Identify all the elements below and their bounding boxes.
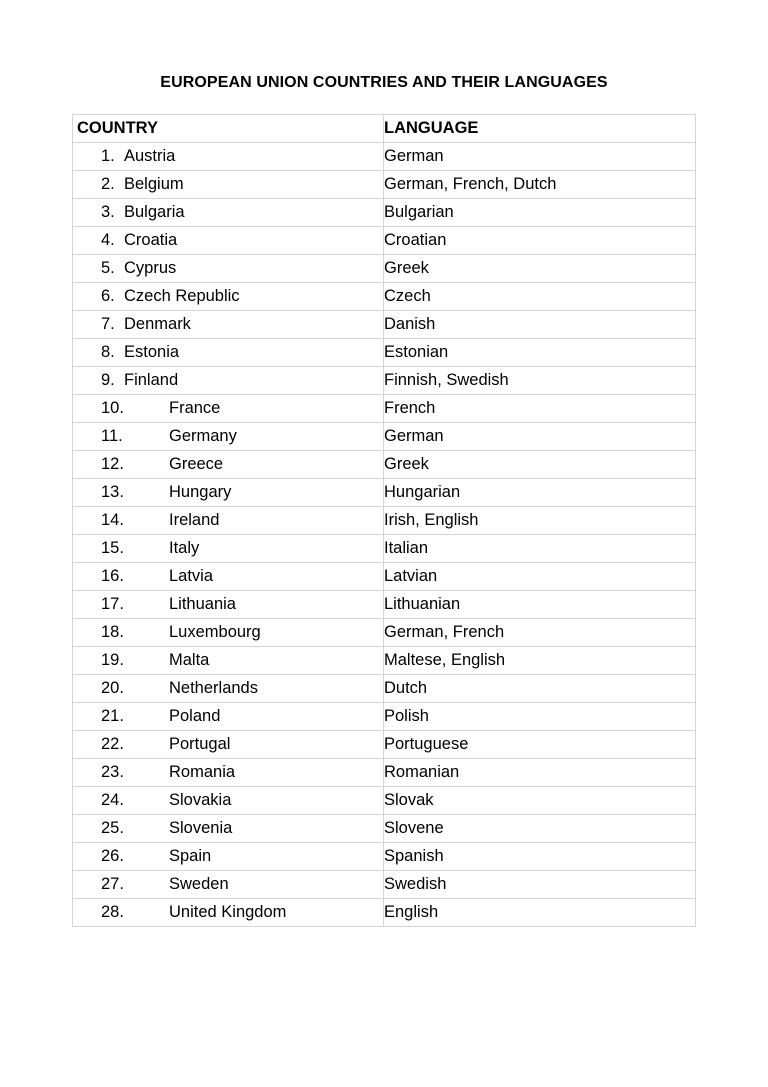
- table-row: [73, 311, 696, 339]
- row-number: 23.: [101, 763, 124, 781]
- country-name: Latvia: [169, 567, 214, 585]
- row-number: 14.: [101, 511, 124, 529]
- language-cell: Italian: [384, 535, 696, 563]
- country-name: Poland: [169, 707, 221, 725]
- table-row: [73, 255, 696, 283]
- language-cell: Czech: [384, 283, 696, 311]
- country-cell: [73, 451, 384, 479]
- country-name: Czech Republic: [124, 287, 240, 305]
- country-name: Hungary: [169, 483, 232, 501]
- row-number: 1.: [101, 147, 115, 165]
- country-cell: [73, 815, 384, 843]
- row-number: 4.: [101, 231, 115, 249]
- country-cell: [73, 647, 384, 675]
- row-number: 3.: [101, 203, 115, 221]
- country-cell: [73, 703, 384, 731]
- row-number: 24.: [101, 791, 124, 809]
- table-row: [73, 843, 696, 871]
- table-row: [73, 199, 696, 227]
- language-cell: English: [384, 899, 696, 927]
- table-row: [73, 871, 696, 899]
- country-cell: [73, 535, 384, 563]
- country-name: Finland: [124, 371, 179, 389]
- language-cell: Spanish: [384, 843, 696, 871]
- country-cell: [73, 339, 384, 367]
- language-cell: German, French, Dutch: [384, 171, 696, 199]
- language-cell: Slovak: [384, 787, 696, 815]
- country-name: United Kingdom: [169, 903, 287, 921]
- country-name: Netherlands: [169, 679, 258, 697]
- language-cell: Greek: [384, 451, 696, 479]
- country-cell: [73, 591, 384, 619]
- country-cell: [73, 479, 384, 507]
- table-row: [73, 619, 696, 647]
- language-cell: German: [384, 423, 696, 451]
- row-number: 22.: [101, 735, 124, 753]
- language-cell: German: [384, 143, 696, 171]
- language-cell: Polish: [384, 703, 696, 731]
- country-cell: [73, 787, 384, 815]
- language-cell: Greek: [384, 255, 696, 283]
- country-name: Malta: [169, 651, 210, 669]
- row-number: 2.: [101, 175, 115, 193]
- table-row: [73, 535, 696, 563]
- country-cell: [73, 171, 384, 199]
- country-cell: [73, 675, 384, 703]
- country-name: France: [169, 399, 221, 417]
- country-name: Sweden: [169, 875, 229, 893]
- row-number: 8.: [101, 343, 115, 361]
- table-body: [73, 115, 696, 927]
- language-cell: Hungarian: [384, 479, 696, 507]
- language-cell: Latvian: [384, 563, 696, 591]
- country-name: Portugal: [169, 735, 231, 753]
- country-name: Lithuania: [169, 595, 236, 613]
- table-row: [73, 899, 696, 927]
- row-number: 18.: [101, 623, 124, 641]
- country-cell: [73, 619, 384, 647]
- country-name: Denmark: [124, 315, 191, 333]
- row-number: 25.: [101, 819, 124, 837]
- country-name: Cyprus: [124, 259, 177, 277]
- row-number: 6.: [101, 287, 115, 305]
- country-cell: [73, 423, 384, 451]
- country-cell: [73, 843, 384, 871]
- row-number: 16.: [101, 567, 124, 585]
- language-cell: Irish, English: [384, 507, 696, 535]
- table-row: [73, 787, 696, 815]
- country-name: Austria: [124, 147, 176, 165]
- table-row: [73, 731, 696, 759]
- country-name: Bulgaria: [124, 203, 185, 221]
- header-row: [73, 115, 696, 143]
- language-cell: French: [384, 395, 696, 423]
- row-number: 13.: [101, 483, 124, 501]
- country-name: Slovenia: [169, 819, 233, 837]
- country-language-table: [72, 114, 696, 927]
- table-row: [73, 283, 696, 311]
- language-cell: Croatian: [384, 227, 696, 255]
- row-number: 27.: [101, 875, 124, 893]
- country-name: Croatia: [124, 231, 178, 249]
- country-name: Italy: [169, 539, 200, 557]
- country-cell: [73, 759, 384, 787]
- table-row: [73, 563, 696, 591]
- country-column-header: COUNTRY: [73, 115, 384, 143]
- country-name: Estonia: [124, 343, 180, 361]
- country-cell: [73, 283, 384, 311]
- country-cell: [73, 311, 384, 339]
- country-name: Greece: [169, 455, 224, 473]
- row-number: 7.: [101, 315, 115, 333]
- row-number: 17.: [101, 595, 124, 613]
- table-row: [73, 591, 696, 619]
- country-cell: [73, 731, 384, 759]
- country-cell: [73, 143, 384, 171]
- language-cell: Swedish: [384, 871, 696, 899]
- table-row: [73, 227, 696, 255]
- language-cell: Lithuanian: [384, 591, 696, 619]
- country-cell: [73, 507, 384, 535]
- country-cell: [73, 899, 384, 927]
- country-cell: [73, 871, 384, 899]
- row-number: 20.: [101, 679, 124, 697]
- row-number: 28.: [101, 903, 124, 921]
- row-number: 26.: [101, 847, 124, 865]
- language-cell: Estonian: [384, 339, 696, 367]
- country-cell: [73, 367, 384, 395]
- table-row: [73, 143, 696, 171]
- country-name: Spain: [169, 847, 212, 865]
- row-number: 10.: [101, 399, 124, 417]
- language-cell: Portuguese: [384, 731, 696, 759]
- country-name: Ireland: [169, 511, 220, 529]
- table-row: [73, 759, 696, 787]
- table-row: [73, 367, 696, 395]
- country-name: Germany: [169, 427, 237, 445]
- table-row: [73, 171, 696, 199]
- table-row: [73, 815, 696, 843]
- table-row: [73, 647, 696, 675]
- row-number: 15.: [101, 539, 124, 557]
- country-cell: [73, 563, 384, 591]
- page-title: EUROPEAN UNION COUNTRIES AND THEIR LANGUAGES: [160, 74, 608, 91]
- country-name: Luxembourg: [169, 623, 261, 641]
- language-cell: Slovene: [384, 815, 696, 843]
- table-row: [73, 507, 696, 535]
- row-number: 11.: [101, 427, 123, 445]
- table-row: [73, 339, 696, 367]
- row-number: 9.: [101, 371, 115, 389]
- table-row: [73, 423, 696, 451]
- language-cell: Danish: [384, 311, 696, 339]
- language-cell: Maltese, English: [384, 647, 696, 675]
- country-name: Romania: [169, 763, 236, 781]
- row-number: 5.: [101, 259, 115, 277]
- language-cell: Bulgarian: [384, 199, 696, 227]
- country-cell: [73, 395, 384, 423]
- language-cell: Dutch: [384, 675, 696, 703]
- country-name: Slovakia: [169, 791, 232, 809]
- table-row: [73, 451, 696, 479]
- table-row: [73, 703, 696, 731]
- language-column-header: LANGUAGE: [384, 115, 696, 143]
- language-cell: Romanian: [384, 759, 696, 787]
- row-number: 12.: [101, 455, 124, 473]
- table-row: [73, 395, 696, 423]
- table-row: [73, 479, 696, 507]
- language-cell: Finnish, Swedish: [384, 367, 696, 395]
- table-row: [73, 675, 696, 703]
- country-name: Belgium: [124, 175, 184, 193]
- row-number: 21.: [101, 707, 124, 725]
- row-number: 19.: [101, 651, 124, 669]
- language-cell: German, French: [384, 619, 696, 647]
- country-cell: [73, 199, 384, 227]
- country-cell: [73, 255, 384, 283]
- country-cell: [73, 227, 384, 255]
